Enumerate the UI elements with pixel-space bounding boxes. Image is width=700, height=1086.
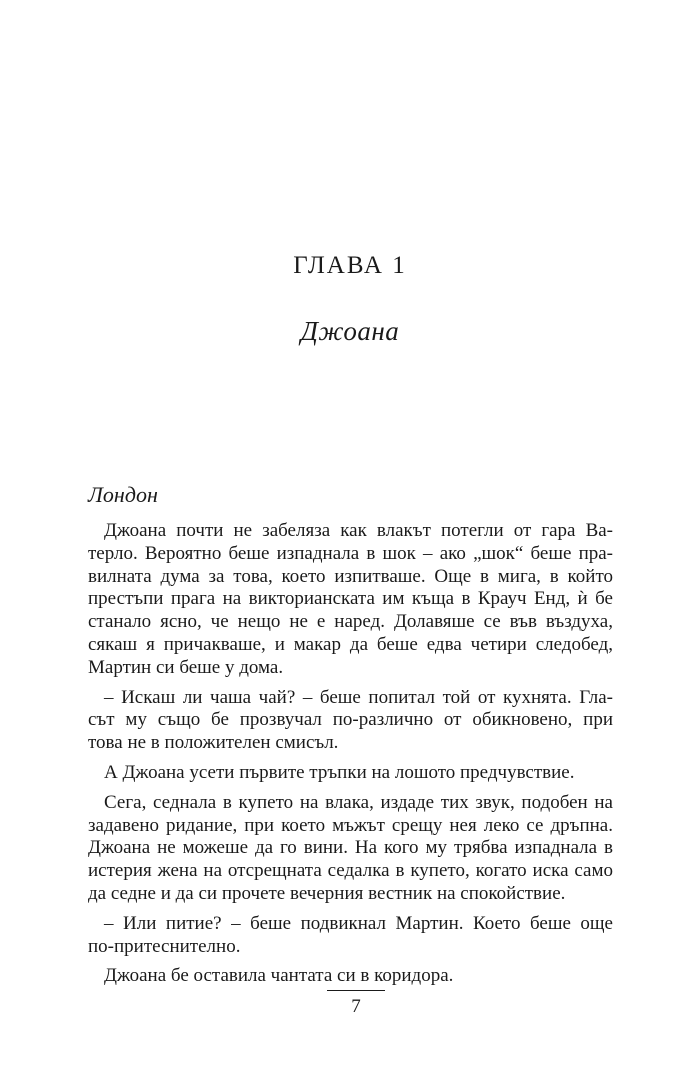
paragraph <box>88 520 613 680</box>
text-line: истерия жена на отсрещната седалка в купето, когато иска само <box>88 860 613 882</box>
chapter-name: Джоана <box>300 316 400 346</box>
text-line: да седне и да си прочете вечерния вестник на спокойствие. <box>88 882 566 904</box>
text-line: Джоана бе оставила чантата си в коридора. <box>104 965 454 987</box>
text-line: сякаш я причакваше, и макар да беше едва четири следобед, <box>88 633 613 655</box>
text-line: сът му също бе прозвучал по-различно от обикновено, при <box>88 709 613 731</box>
page-number-rule <box>327 990 385 991</box>
page-number: 7 <box>351 996 361 1017</box>
text-line: – Искаш ли чаша чай? – беше попитал той от кухнята. Гла- <box>104 686 613 708</box>
text-line: това не в положителен смисъл. <box>88 732 339 754</box>
text-line: престъпи прага на викторианската им къща в Крауч Енд, ѝ бе <box>88 588 613 610</box>
section-title: Лондон <box>88 482 158 507</box>
text-line: Джоана не можеше да го вини. На кого му трябва изпаднала в <box>88 837 613 859</box>
paragraph <box>88 762 613 785</box>
text-line: Мартин си беше у дома. <box>88 656 284 678</box>
paragraph <box>88 687 613 755</box>
text-line: по-притеснително. <box>88 935 241 957</box>
text-line: задавено ридание, при което мъжът срещу нея леко се дръпна. <box>88 814 613 836</box>
text-line: терло. Вероятно беше изпаднала в шок – ако „шок“ беше пра- <box>88 542 613 564</box>
chapter-heading: ГЛАВА 1 <box>293 252 407 279</box>
body-text <box>88 520 613 995</box>
text-line: А Джоана усети първите тръпки на лошото предчувствие. <box>104 761 575 783</box>
text-line: – Или питие? – беше подвикнал Мартин. Което беше още <box>104 912 613 934</box>
text-line: станало ясно, че нещо не е наред. Долавяше се във въздуха, <box>88 611 613 633</box>
paragraph <box>88 913 613 959</box>
text-line: вилната дума за това, което изпитваше. Още в мига, в който <box>88 565 613 587</box>
paragraph <box>88 965 613 988</box>
text-line: Джоана почти не забеляза как влакът потегли от гара Ва- <box>104 520 613 541</box>
paragraph <box>88 792 613 906</box>
text-line: Сега, седнала в купето на влака, издаде тих звук, подобен на <box>104 791 613 813</box>
